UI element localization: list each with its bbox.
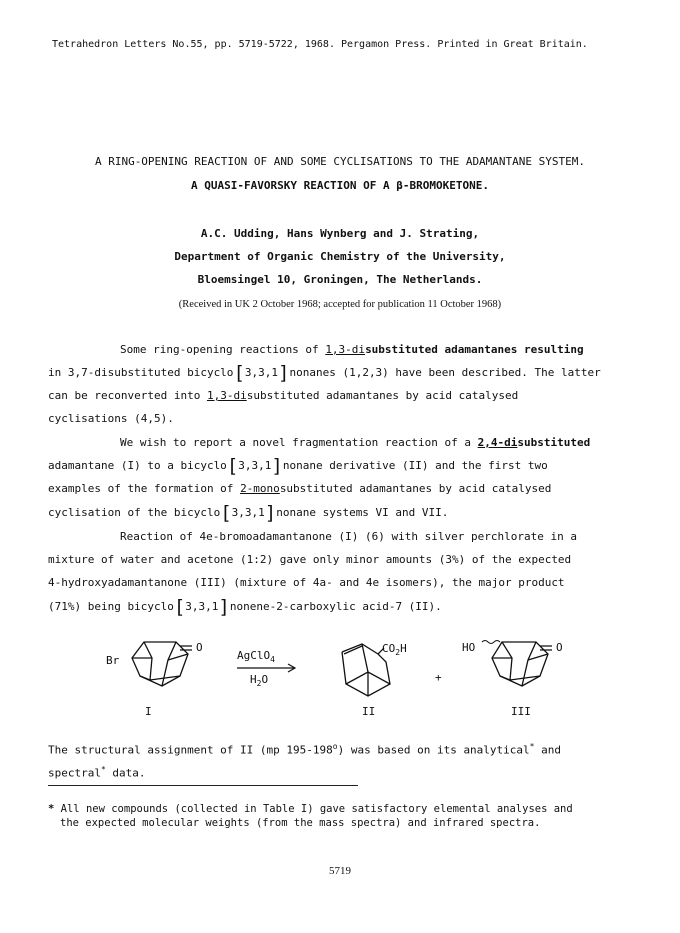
p1-line-3 bbox=[48, 389, 518, 403]
p1-line-4: cyclisations (4,5). bbox=[48, 412, 174, 425]
carboxylic-acid-group: $CO_2H$ bbox=[382, 642, 407, 658]
bracket-close: ] bbox=[278, 362, 290, 384]
oxo-label: O bbox=[196, 641, 203, 654]
bracket-open: [ bbox=[226, 455, 239, 477]
solvent-water: $H_2O$ bbox=[250, 673, 269, 689]
compound-label-III: III bbox=[511, 705, 531, 718]
bracket-open: [ bbox=[233, 362, 245, 384]
p4-line-2 bbox=[48, 763, 146, 781]
bracket-close: ] bbox=[271, 455, 283, 477]
bicyclo-index: 3,3,1 bbox=[185, 600, 219, 613]
p4-text: spectral bbox=[48, 766, 101, 780]
p1-text: nonanes (1,2,3) have been described. The latter bbox=[289, 366, 601, 379]
p1-line-2 bbox=[48, 362, 601, 384]
p2-text: nonane derivative (II) and the first two bbox=[282, 459, 548, 472]
article-title-line-1: A RING-OPENING REACTION OF AND SOME CYCLISATIONS TO THE ADAMANTANE SYSTEM. bbox=[94, 155, 586, 168]
reagent-agclo4: AgClO$_4$ bbox=[237, 649, 275, 665]
p1-text: substituted adamantanes by acid catalysed bbox=[246, 389, 519, 402]
p2-text: substituted bbox=[517, 436, 591, 449]
journal-header: Tetrahedron Letters No.55, pp. 5719-5722, 1968. Pergamon Press. Printed in Great Britain. bbox=[52, 39, 588, 50]
p2-line-3 bbox=[48, 482, 551, 496]
structure-III bbox=[480, 636, 560, 698]
p1-underlined-term: 1,3-di bbox=[206, 389, 247, 402]
structure-I bbox=[120, 636, 200, 698]
bracket-close: ] bbox=[218, 596, 230, 618]
bromo-substituent: Br bbox=[106, 654, 120, 667]
author-names: A.C. Udding, Hans Wynberg and J. Strating, bbox=[200, 227, 480, 240]
footnote-text: All new compounds (collected in Table I) gave satisfactory elemental analyses and bbox=[60, 803, 573, 815]
p1-underlined-term: 1,3-di bbox=[325, 343, 366, 356]
oxo-label: O bbox=[556, 641, 563, 654]
author-department: Department of Organic Chemistry of the University, bbox=[174, 250, 506, 263]
p4-text: data. bbox=[105, 766, 146, 780]
p2-text: examples of the formation of bbox=[48, 482, 241, 495]
p4-text: ) was based on its analytical bbox=[337, 743, 530, 757]
footnote-marker: * bbox=[529, 742, 535, 751]
p2-underlined-term: 2-mono bbox=[240, 482, 280, 495]
p2-text: adamantane (I) to a bicyclo bbox=[48, 459, 227, 472]
article-title-line-2: A QUASI-FAVORSKY REACTION OF A β-BROMOKETONE. bbox=[190, 179, 489, 192]
bracket-open: [ bbox=[220, 502, 232, 524]
p2-line-1 bbox=[120, 436, 590, 450]
footnote-marker: * bbox=[48, 803, 55, 815]
p1-text: in 3,7-disubstituted bicyclo bbox=[48, 366, 234, 379]
footnote-marker: * bbox=[100, 765, 106, 774]
p2-text: We wish to report a novel fragmentation reaction of a bbox=[120, 436, 478, 449]
compound-label-II: II bbox=[362, 705, 376, 718]
bicyclo-index: 3,3,1 bbox=[231, 506, 265, 519]
p3-line-4 bbox=[48, 596, 442, 618]
bracket-open: [ bbox=[173, 596, 186, 618]
p2-underlined-term: 2,4-di bbox=[477, 436, 518, 449]
hydroxy-substituent: HO bbox=[462, 641, 476, 654]
p4-text: and bbox=[534, 743, 561, 757]
p2-text: substituted adamantanes by acid catalysed bbox=[279, 482, 552, 495]
received-dates: (Received in UK 2 October 1968; accepted for publication 11 October 1968) bbox=[178, 299, 502, 310]
p3-line-1: Reaction of 4e-bromoadamantanone (I) (6) with silver perchlorate in a bbox=[120, 530, 577, 543]
p2-text: nonane systems VI and VII. bbox=[276, 506, 449, 519]
p2-line-4 bbox=[48, 502, 449, 524]
bicyclo-index: 3,3,1 bbox=[244, 366, 279, 379]
p1-text: can be reconverted into bbox=[48, 389, 207, 402]
bicyclo-index: 3,3,1 bbox=[238, 459, 272, 472]
compound-label-I: I bbox=[145, 705, 152, 718]
footnote-line-2: the expected molecular weights (from the mass spectra) and infrared spectra. bbox=[60, 817, 541, 829]
p1-text: Some ring-opening reactions of bbox=[120, 343, 326, 356]
page-number: 5719 bbox=[329, 865, 351, 877]
degree-sign: o bbox=[332, 742, 338, 751]
p3-text: (71%) being bicyclo bbox=[48, 600, 174, 613]
bracket-close: ] bbox=[264, 502, 277, 524]
author-address: Bloemsingel 10, Groningen, The Netherlands. bbox=[197, 273, 483, 286]
plus-sign: + bbox=[435, 671, 442, 684]
p4-line-1 bbox=[48, 740, 561, 758]
reaction-arrow bbox=[236, 663, 298, 673]
p4-text: The structural assignment of II (mp 195-198 bbox=[48, 743, 333, 757]
p2-text: cyclisation of the bicyclo bbox=[48, 506, 221, 519]
p3-line-2: mixture of water and acetone (1:2) gave only minor amounts (3%) of the expected bbox=[48, 553, 572, 566]
p3-text: nonene-2-carboxylic acid-7 (II). bbox=[229, 600, 442, 613]
p2-line-2 bbox=[48, 455, 548, 477]
p1-text: substituted adamantanes resulting bbox=[365, 343, 584, 356]
footnote-rule bbox=[48, 785, 358, 786]
p3-line-3: 4-hydroxyadamantanone (III) (mixture of 4a- and 4e isomers), the major product bbox=[48, 576, 565, 589]
p1-line-1 bbox=[120, 343, 584, 357]
footnote-line-1 bbox=[48, 802, 573, 816]
